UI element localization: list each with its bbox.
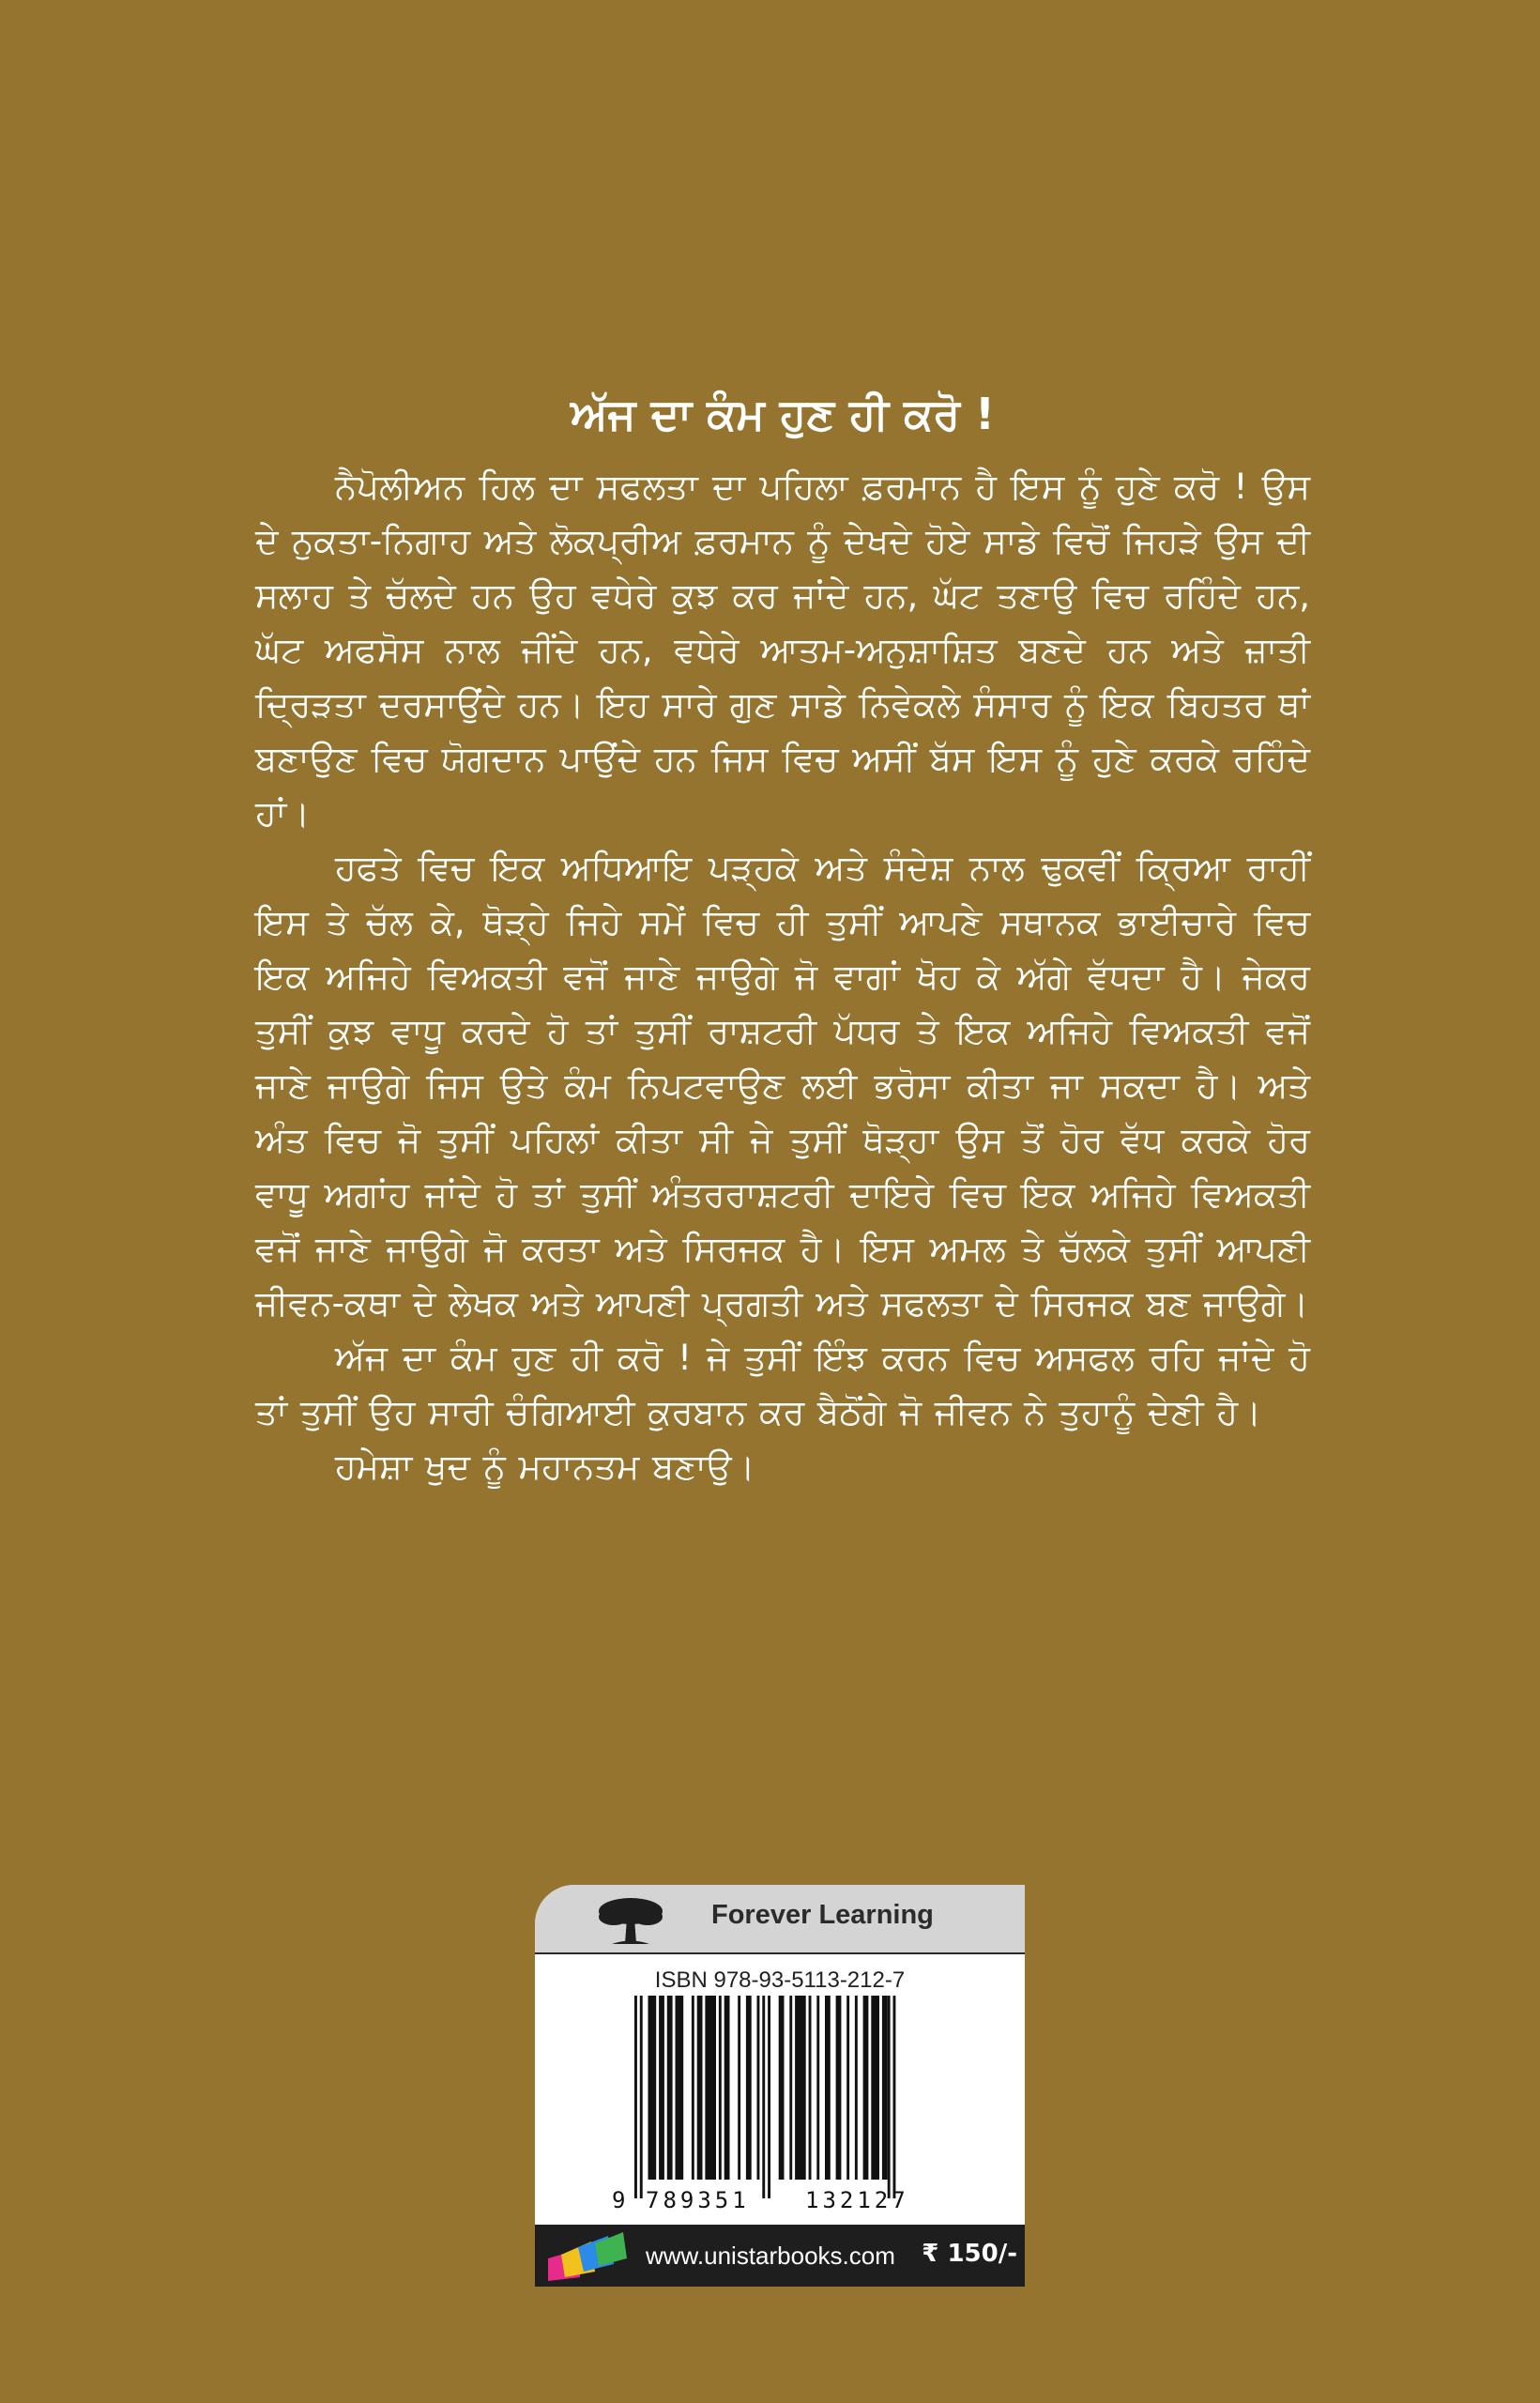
barcode-bar	[648, 1996, 657, 2180]
barcode-bar	[809, 1996, 812, 2180]
barcode-bar	[634, 1996, 637, 2198]
barcode-bar	[893, 1996, 896, 2198]
barcode-bar	[846, 1996, 849, 2180]
barcode-left-digits: 789351	[646, 2187, 750, 2212]
barcode-bar	[692, 1996, 694, 2180]
barcode-bar	[789, 1996, 792, 2180]
blurb-paragraph-1: ਨੈਪੋਲੀਅਨ ਹਿਲ ਦਾ ਸਫਲਤਾ ਦਾ ਪਹਿਲਾ ਫ਼ਰਮਾਨ ਹੈ ਇਸ ਨੂੰ ਹੁਣੇ ਕਰੋ ! ਉਸ ਦੇ ਨੁਕਤਾ-ਨਿਗਾਹ ਅਤੇ ਲੋਕਪ੍ਰੀਅ ਫ਼ਰਮਾਨ ਨੂੰ ਦੇਖਦੇ ਹੋਏ ਸਾਡੇ ਵਿਚੋਂ ਜਿਹੜੇ ਉਸ ਦੀ ਸਲਾਹ ਤੇ ਚੱਲਦੇ ਹਨ ਉਹ ਵਧੇਰੇ ਕੁਝ ਕਰ ਜਾਂਦੇ ਹਨ, ਘੱਟ ਤਣਾਉ ਵਿਚ ਰਹਿੰਦੇ ਹਨ, ਘੱਟ ਅਫਸੋਸ ਨਾਲ ਜੀਂਦੇ ਹਨ, ਵਧੇਰੇ ਆਤਮ-ਅਨੁਸ਼ਾਸ਼ਿਤ ਬਣਦੇ ਹਨ ਅਤੇ ਜ਼ਾਤੀ ਦ੍ਰਿੜਤਾ ਦਰਸਾਉਂਦੇ ਹਨ। ਇਹ ਸਾਰੇ ਗੁਣ ਸਾਡੇ ਨਿਵੇਕਲੇ ਸੰਸਾਰ ਨੂੰ ਇਕ ਬਿਹਤਰ ਥਾਂ ਬਣਾਉਣ ਵਿਚ ਯੋਗਦਾਨ ਪਾਉਂਦੇ ਹਨ ਜਿਸ ਵਿਚ ਅਸੀਂ ਬੱਸ ਇਸ ਨੂੰ ਹੁਣੇ ਕਰਕੇ ਰਹਿੰਦੇ ਹਾਂ।	[255, 466, 1310, 834]
barcode-first-digit: 9	[612, 2187, 626, 2212]
barcode	[608, 1996, 955, 2212]
price-label: ₹ 150/-	[922, 2240, 1017, 2268]
blurb-paragraph-3: ਅੱਜ ਦਾ ਕੰਮ ਹੁਣ ਹੀ ਕਰੋ ! ਜੇ ਤੁਸੀਂ ਇੰਝ ਕਰਨ ਵਿਚ ਅਸਫਲ ਰਹਿ ਜਾਂਦੇ ਹੋ ਤਾਂ ਤੁਸੀਂ ਉਹ ਸਾਰੀ ਚੰਗਿਆਈ ਕੁਰਬਾਨ ਕਰ ਬੈਠੋਂਗੇ ਜੋ ਜੀਵਨ ਨੇ ਤੁਹਾਨੂੰ ਦੇਣੀ ਹੈ।	[255, 1337, 1310, 1432]
back-cover-blurb	[255, 387, 1310, 1494]
barcode-bar	[888, 1996, 891, 2198]
publisher-website: www.unistarbooks.com	[646, 2242, 895, 2270]
barcode-bar	[757, 1996, 760, 2180]
barcode-bar	[697, 1996, 703, 2180]
blurb-paragraph-2: ਹਫਤੇ ਵਿਚ ਇਕ ਅਧਿਆਇ ਪੜ੍ਹਕੇ ਅਤੇ ਸੰਦੇਸ਼ ਨਾਲ ਢੁਕਵੀਂ ਕ੍ਰਿਆ ਰਾਹੀਂ ਇਸ ਤੇ ਚੱਲ ਕੇ, ਥੋੜ੍ਹੇ ਜਿਹੇ ਸਮੇਂ ਵਿਚ ਹੀ ਤੁਸੀਂ ਆਪਣੇ ਸਥਾਨਕ ਭਾਈਚਾਰੇ ਵਿਚ ਇਕ ਅਜਿਹੇ ਵਿਅਕਤੀ ਵਜੋਂ ਜਾਣੇ ਜਾਉਗੇ ਜੋ ਵਾਗਾਂ ਖੋਹ ਕੇ ਅੱਗੇ ਵੱਧਦਾ ਹੈ। ਜੇਕਰ ਤੁਸੀਂ ਕੁਝ ਵਾਧੂ ਕਰਦੇ ਹੋ ਤਾਂ ਤੁਸੀਂ ਰਾਸ਼ਟਰੀ ਪੱਧਰ ਤੇ ਇਕ ਅਜਿਹੇ ਵਿਅਕਤੀ ਵਜੋਂ ਜਾਣੇ ਜਾਉਗੇ ਜਿਸ ਉਤੇ ਕੰਮ ਨਿਪਟਵਾਉਣ ਲਈ ਭਰੋਸਾ ਕੀਤਾ ਜਾ ਸਕਦਾ ਹੈ। ਅਤੇ ਅੰਤ ਵਿਚ ਜੋ ਤੁਸੀਂ ਪਹਿਲਾਂ ਕੀਤਾ ਸੀ ਜੇ ਤੁਸੀਂ ਥੋੜ੍ਹਾ ਉਸ ਤੋਂ ਹੋਰ ਵੱਧ ਕਰਕੇ ਹੋਰ ਵਾਧੂ ਅਗਾਂਹ ਜਾਂਦੇ ਹੋ ਤਾਂ ਤੁਸੀਂ ਅੰਤਰਰਾਸ਼ਟਰੀ ਦਾਇਰੇ ਵਿਚ ਇਕ ਅਜਿਹੇ ਵਿਅਕਤੀ ਵਜੋਂ ਜਾਣੇ ਜਾਉਗੇ ਜੋ ਕਰਤਾ ਅਤੇ ਸਿਰਜਕ ਹੈ। ਇਸ ਅਮਲ ਤੇ ਚੱਲਕੇ ਤੁਸੀਂ ਆਪਣੀ ਜੀਵਨ-ਕਥਾ ਦੇ ਲੇਖਕ ਅਤੇ ਆਪਣੀ ਪ੍ਰਗਤੀ ਅਤੇ ਸਫਲਤਾ ਦੇ ਸਿਰਜਕ ਬਣ ਜਾਉਗੇ।	[255, 847, 1310, 1324]
barcode-bar	[640, 1996, 643, 2198]
barcode-bar	[882, 1996, 888, 2180]
books-logo	[542, 2230, 629, 2283]
tree-icon	[593, 1892, 668, 1949]
barcode-bar	[768, 1996, 770, 2198]
blurb-title: ਅੱਜ ਦਾ ਕੰਮ ਹੁਣ ਹੀ ਕਰੋ !	[570, 389, 996, 439]
barcode-bar	[746, 1996, 752, 2180]
barcode-bar	[762, 1996, 765, 2198]
barcode-bar	[825, 1996, 831, 2180]
barcode-bar	[659, 1996, 664, 2180]
barcode-right-digits: 132127	[805, 2187, 909, 2212]
barcode-bar	[795, 1996, 806, 2180]
barcode-bar	[738, 1996, 740, 2180]
barcode-bar	[779, 1996, 785, 2180]
barcode-bar	[871, 1996, 879, 2180]
brand-name: Forever Learning	[711, 1900, 934, 1930]
panel-header	[535, 1885, 1025, 1954]
panel-footer	[535, 2225, 1025, 2287]
blurb-paragraph-4: ਹਮੇਸ਼ਾ ਖੁਦ ਨੂੰ ਮਹਾਨਤਮ ਬਣਾਉ।	[335, 1446, 755, 1487]
barcode-bar	[676, 1996, 684, 2180]
barcode-bar	[667, 1996, 673, 2180]
isbn-label: ISBN 978-93-5113-212-7	[654, 1967, 906, 1993]
barcode-bar	[855, 1996, 858, 2180]
barcode-bar	[816, 1996, 819, 2180]
barcode-bar	[705, 1996, 716, 2180]
barcode-bar	[719, 1996, 722, 2180]
barcode-bar	[836, 1996, 842, 2180]
barcode-panel	[535, 1885, 1025, 2287]
barcode-bar	[863, 1996, 869, 2180]
barcode-bar	[724, 1996, 730, 2180]
